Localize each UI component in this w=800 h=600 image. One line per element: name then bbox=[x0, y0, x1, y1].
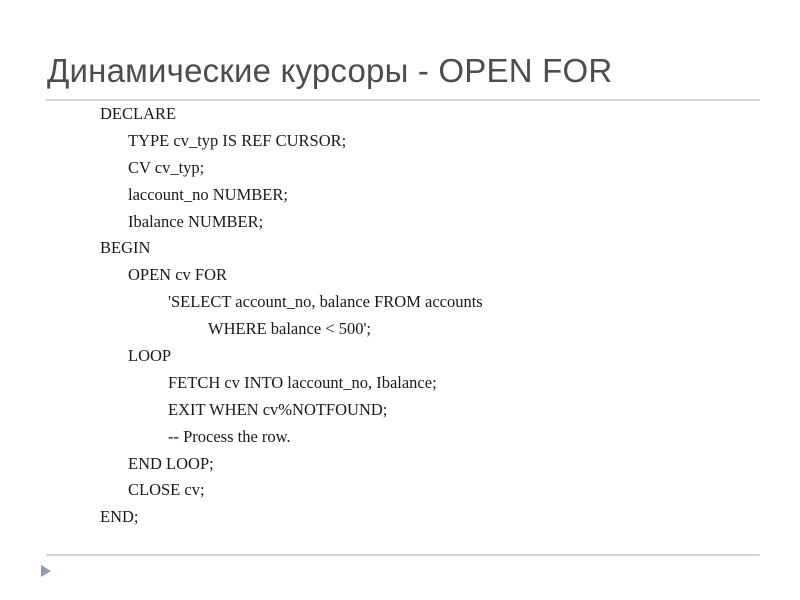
code-line: -- Process the row. bbox=[168, 426, 291, 446]
code-line: CLOSE cv; bbox=[128, 480, 205, 500]
code-line: FETCH cv INTO laccount_no, Ibalance; bbox=[168, 372, 437, 392]
slide-title: Динамические курсоры - OPEN FOR bbox=[47, 52, 613, 89]
code-line: END; bbox=[100, 507, 139, 527]
footer-divider bbox=[46, 554, 760, 556]
code-line: laccount_no NUMBER; bbox=[128, 184, 288, 204]
code-block bbox=[100, 101, 483, 531]
code-line: TYPE cv_typ IS REF CURSOR; bbox=[128, 130, 347, 150]
code-line: EXIT WHEN cv%NOTFOUND; bbox=[168, 399, 388, 419]
code-line: BEGIN bbox=[100, 238, 151, 258]
code-line: END LOOP; bbox=[128, 453, 214, 473]
code-line: 'SELECT account_no, balance FROM accounts bbox=[168, 292, 483, 312]
triangle-arrow-right-icon bbox=[41, 565, 51, 577]
code-line: WHERE balance < 500'; bbox=[208, 319, 372, 339]
code-line: Ibalance NUMBER; bbox=[128, 211, 264, 231]
code-line: DECLARE bbox=[100, 104, 177, 123]
code-line: CV cv_typ; bbox=[128, 157, 205, 177]
code-line: LOOP bbox=[128, 346, 172, 366]
code-line: OPEN cv FOR bbox=[128, 265, 228, 285]
